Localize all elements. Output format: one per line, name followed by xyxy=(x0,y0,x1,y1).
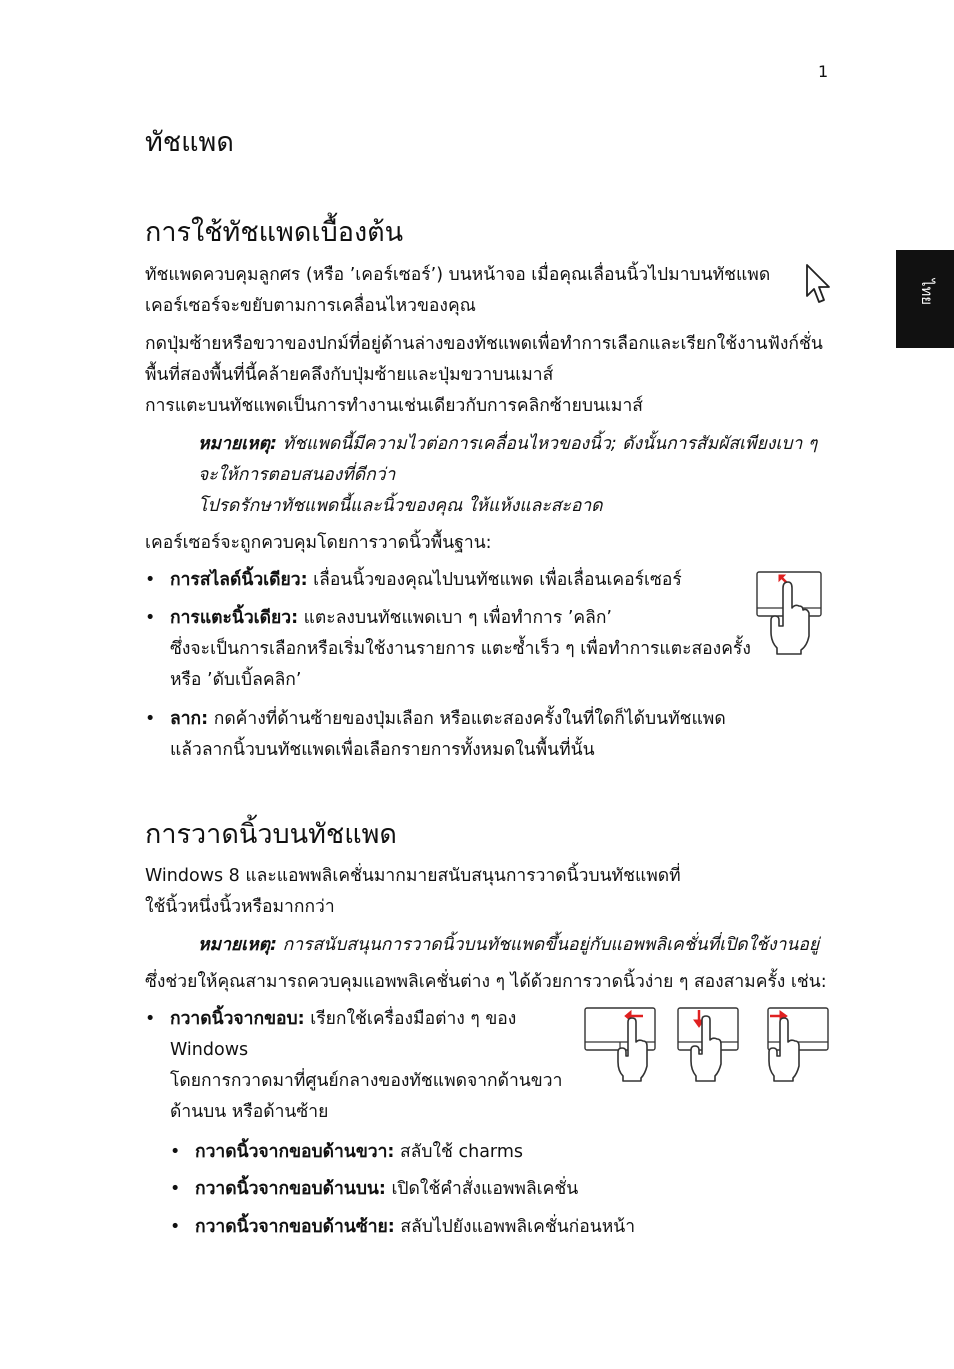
gestures-note-line2: ซึ่งช่วยให้คุณสามารถควบคุมแอพพลิเคชั่นต่าง ๆ ได้ด้วยการวาดนิ้วง่าย ๆ สองสามครั้ง เช่น: xyxy=(145,972,827,992)
sub-bullet-top-edge xyxy=(170,1174,578,1205)
sub-bullet-top-edge-text: เปิดใช้คำสั่งแอพพลิเคชั่น xyxy=(385,1179,579,1199)
sub-bullet-right-edge xyxy=(170,1137,523,1168)
bullet-tap-label: การแตะนิ้วเดียว: xyxy=(170,608,299,628)
para-buttons-line2: พื้นที่สองพื้นที่นี้คล้ายคลึงกับปุ่มซ้ายและปุ่มขวาบนเมาส์ xyxy=(145,365,554,385)
swipe-from-left-icon xyxy=(766,1006,832,1082)
sub-bullet-left-edge-text: สลับไปยังแอพพลิเคชั่นก่อนหน้า xyxy=(394,1217,636,1237)
sub-bullet-right-edge-text: สลับใช้ charms xyxy=(394,1142,523,1162)
language-tab-label: ไทย xyxy=(918,278,936,306)
gestures-intro: เคอร์เซอร์จะถูกควบคุมโดยการวาดนิ้วพื้นฐาน: xyxy=(145,533,492,553)
bullet-drag-text: กดค้างที่ด้านซ้ายของปุ่มเลือก หรือแตะสองครั้งในที่ใดก็ได้บนทัชแพด xyxy=(208,709,726,729)
swipe-from-right-icon xyxy=(583,1006,659,1082)
section-heading-gestures: การวาดนิ้วบนทัชแพด xyxy=(145,819,397,850)
gestures-para-line2: ใช้นิ้วหนึ่งนิ้วหรือมากกว่า xyxy=(145,897,335,917)
bullet-edge-swipe-label: กวาดนิ้วจากขอบ: xyxy=(170,1009,305,1029)
bullet-tap-text: แตะลงบนทัชแพดเบา ๆ เพื่อทำการ ’คลิก’ xyxy=(298,608,612,628)
bullet-drag-line2: แล้วลากนิ้วบนทัชแพดเพื่อเลือกรายการทั้งหมดในพื้นที่นั้น xyxy=(170,740,595,760)
bullet-tap-line2: ซึ่งจะเป็นการเลือกหรือเริ่มใช้งานรายการ แตะซ้ำเร็ว ๆ เพื่อทำการแตะสองครั้ง xyxy=(170,639,751,659)
para-buttons-line1: กดปุ่มซ้ายหรือขวาของปกม์ที่อยู่ด้านล่างของทัชแพดเพื่อทำการเลือกและเรียกใช้งานฟังก์ชั่น xyxy=(145,334,823,354)
page-number: 1 xyxy=(818,62,829,81)
note-label: หมายเหตุ: xyxy=(198,434,278,454)
swipe-from-top-icon xyxy=(676,1006,742,1082)
bullet-drag-label: ลาก: xyxy=(170,709,209,729)
note-line3: โปรดรักษาทัชแพดนี้และนิ้วของคุณ ให้แห้งและสะอาด xyxy=(198,496,603,516)
sub-bullet-left-edge-label: กวาดนิ้วจากขอบด้านซ้าย: xyxy=(195,1217,395,1237)
bullet-tap xyxy=(145,603,790,696)
bullet-edge-swipe-text: เรียกใช้เครื่องมือต่าง ๆ ของ xyxy=(304,1009,517,1029)
bullet-edge-swipe-line3: โดยการกวาดมาที่ศูนย์กลางของทัชแพดจากด้านขวา xyxy=(170,1071,563,1091)
bullet-edge-swipe-line2: Windows xyxy=(170,1040,249,1060)
page-title: ทัชแพด xyxy=(145,127,234,158)
bullet-edge-swipe xyxy=(145,1004,590,1128)
para-cursor-line2: เคอร์เซอร์จะขยับตามการเคลื่อนไหวของคุณ xyxy=(145,296,476,316)
language-tab xyxy=(896,250,954,348)
touchpad-slide-icon xyxy=(755,570,825,656)
para-tap: การแตะบนทัชแพดเป็นการทำงานเช่นเดียวกับการคลิกซ้ายบนเมาส์ xyxy=(145,396,643,416)
note-line2: จะให้การตอบสนองที่ดีกว่า xyxy=(198,465,396,485)
gestures-note-label: หมายเหตุ: xyxy=(198,935,278,955)
note-line1 xyxy=(198,429,817,460)
bullet-slide-text: เลื่อนนิ้วของคุณไปบนทัชแพด เพื่อเลื่อนเคอร์เซอร์ xyxy=(307,570,682,590)
sub-bullet-right-edge-label: กวาดนิ้วจากขอบด้านขวา: xyxy=(195,1142,395,1162)
bullet-slide xyxy=(145,565,682,596)
bullet-tap-line3: หรือ ’ดับเบิ้ลคลิก’ xyxy=(170,670,302,690)
note-text: ทัชแพดนี้มีความไวต่อการเคลื่อนไหวของนิ้ว; ดังนั้นการสัมผัสเพียงเบา ๆ xyxy=(282,434,818,454)
gestures-note-line1 xyxy=(198,930,819,961)
gestures-para-line1: Windows 8 และแอพพลิเคชั่นมากมายสนับสนุนการวาดนิ้วบนทัชแพดที่ xyxy=(145,866,681,886)
para-cursor-line1: ทัชแพดควบคุมลูกศร (หรือ ’เคอร์เซอร์’) บนหน้าจอ เมื่อคุณเลื่อนนิ้วไปมาบนทัชแพด xyxy=(145,265,771,285)
mouse-pointer-icon xyxy=(804,262,834,306)
bullet-edge-swipe-line4: ด้านบน หรือด้านซ้าย xyxy=(170,1102,329,1122)
sub-bullet-left-edge xyxy=(170,1212,635,1243)
bullet-drag xyxy=(145,704,790,766)
bullet-slide-label: การสไลด์นิ้วเดียว: xyxy=(170,570,308,590)
gestures-note-text: การสนับสนุนการวาดนิ้วบนทัชแพดขึ้นอยู่กับแอพพลิเคชั่นที่เปิดใช้งานอยู่ xyxy=(282,935,820,955)
section-heading-basics: การใช้ทัชแพดเบื้องต้น xyxy=(145,217,404,248)
sub-bullet-top-edge-label: กวาดนิ้วจากขอบด้านบน: xyxy=(195,1179,386,1199)
